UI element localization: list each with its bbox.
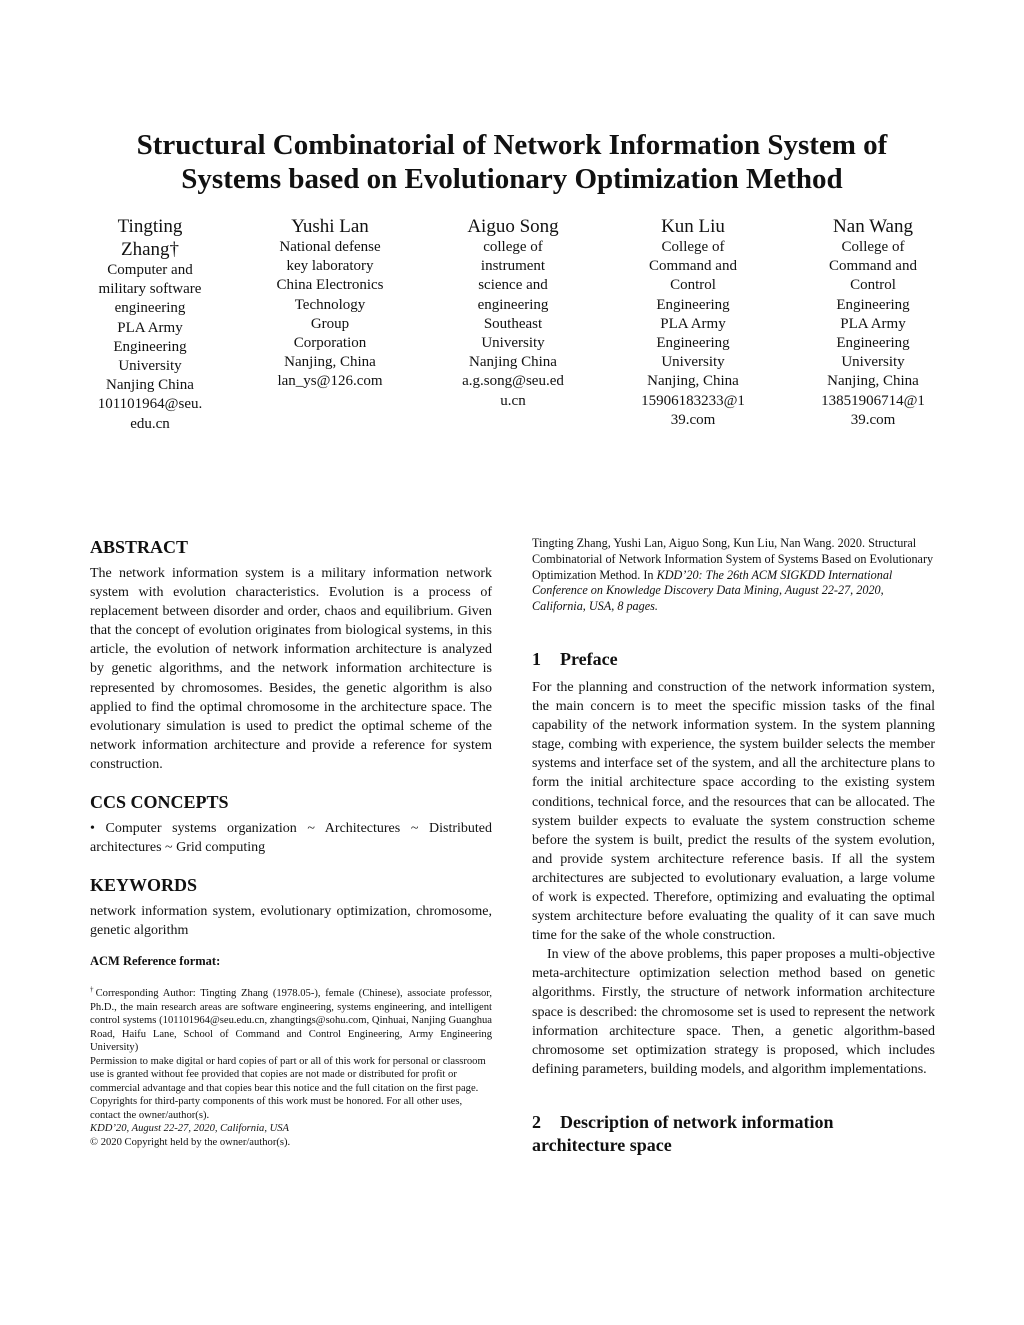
author-affiliation-line: Nanjing, China — [284, 354, 376, 371]
author-affiliation-line: Engineering — [656, 335, 730, 352]
author-affiliation-line: Group — [310, 315, 350, 332]
author-affiliation-line: Engineering — [656, 296, 730, 313]
author-affiliation-line: Engineering — [836, 335, 910, 352]
author-affiliation-line: Southeast — [483, 315, 543, 332]
title-line-1: Structural Combinatorial of Network Information System of — [136, 129, 888, 161]
author-affiliation-line: Command and — [649, 258, 737, 275]
author-email: 13851906714@1 — [821, 392, 925, 409]
author-name: Zhang† — [120, 239, 180, 260]
paper-title — [60, 128, 964, 196]
author-affiliation-line: College of — [661, 239, 725, 255]
section-title: Preface — [560, 648, 618, 669]
author-email: a.g.song@seu.ed — [462, 373, 564, 390]
author-block — [798, 215, 948, 430]
title-line-2: Systems based on Evolutionary Optimization Method — [181, 163, 843, 195]
author-affiliation-line: University — [841, 354, 905, 371]
author-email: edu.cn — [130, 415, 170, 432]
author-affiliation-line: PLA Army — [840, 315, 906, 332]
author-name: Yushi Lan — [291, 216, 369, 237]
author-affiliation-line: National defense — [279, 239, 381, 255]
keywords-heading: KEYWORDS — [90, 875, 198, 896]
preface-paragraph-1: For the planning and construction of the network information system, the main concern is to meet the specific mission tasks of the final capability of the network information system. In the system planning stage, combing with experience, the system builder selects the member systems and interface set of the system, and all the architecture plans to form the initial architecture space according to the existing system conditions, technical force, and the resources that can be allocated. The system builder expects to evaluate the system construction scheme before the system is built, predict the results of the system evolution, and provide system architecture reference basis. If all the system architectures are subjected to evolutionary evaluation, a large volume of work is expected. Therefore, optimizing and evaluating the optimal system architecture before evaluating the quality of it can save much time for the sake of the whole construction. — [532, 679, 935, 944]
section-2-heading — [532, 1111, 935, 1157]
author-block — [618, 215, 768, 430]
author-email: 15906183233@1 — [641, 392, 745, 409]
author-email: u.cn — [500, 392, 526, 409]
author-affiliation-line: University — [118, 358, 182, 375]
left-column — [90, 536, 492, 1149]
author-affiliation-line: military software — [98, 281, 202, 298]
author-affiliation-line: science and — [478, 277, 548, 294]
section-number: 2 — [532, 1111, 541, 1132]
author-affiliation-line: University — [661, 354, 725, 371]
ccs-text: • Computer systems organization ~ Architectures ~ Distributed architectures ~ Grid computing — [90, 821, 492, 856]
author-affiliation-line: College of — [841, 239, 905, 255]
author-affiliation-line: China Electronics — [276, 277, 384, 294]
author-email: 101101964@seu. — [97, 396, 203, 413]
author-affiliation-line: Control — [670, 277, 716, 294]
preface-paragraph-2: In view of the above problems, this paper proposes a multi-objective meta-architecture optimization selection method based on genetic algorithms. Firstly, the structure of network information architecture space is described: the chromosome set is used to represent the network information architecture space. Then, a genetic algorithm-based chromosome set optimization strategy is proposed, which includes defining parameters, building models, and algorithm implementations. — [532, 947, 935, 1077]
author-affiliation-line: PLA Army — [117, 319, 183, 336]
author-email: 39.com — [670, 411, 716, 428]
author-name: Kun Liu — [661, 216, 725, 237]
abstract-heading: ABSTRACT — [90, 537, 189, 557]
keywords-text: network information system, evolutionary optimization, chromosome, genetic algorithm — [90, 904, 492, 939]
author-affiliation-line: engineering — [114, 300, 186, 317]
author-affiliation-line: Corporation — [293, 335, 367, 352]
reference-plain: Tingting Zhang, Yushi Lan, Aiguo Song, Kun Liu, Nan Wang. 2020. Structural Combinatorial of Network Information System of Systems Based on Evolutionary Optimization Method. In — [532, 536, 934, 582]
author-name: Nan Wang — [833, 216, 913, 237]
author-block — [80, 215, 220, 434]
author-affiliation-line: Computer and — [107, 262, 193, 278]
author-affiliation-line: Technology — [294, 296, 366, 313]
author-affiliation-line: engineering — [477, 296, 549, 313]
section-number: 1 — [532, 648, 541, 669]
corresponding-author-text: Corresponding Author: Tingting Zhang (1978.05-), female (Chinese), associate professor, Ph.D., the main research areas are software engineering, systems engineering, and intelligent control systems (101101964@seu.edu.cn, zhangtings@sohu.com, Qinhuai, Nanjing Guanghua Road, Haifu Lane, School of Command and Control Engineering, Army Engineering University) — [90, 988, 492, 1054]
footnote-mark: † — [90, 985, 96, 994]
abstract-text: The network information system is a military information network system with evolution characteristics. Evolution is a process of replacement between disorder and order, chaos and equilibrium. Given that the concept of evolution originates from biological systems, in this article, the evolution of network information architecture is analyzed by genetic algorithms, and the network information architecture is represented by chromosomes. Besides, the genetic algorithm is also applied to find the optimal chromosome in the architecture space. The evolutionary simulation is used to predict the optimal scheme of the network information architecture and provide a reference for system construction. — [90, 566, 492, 772]
author-affiliation-line: Engineering — [113, 338, 187, 355]
permission-notice: Permission to make digital or hard copies of part or all of this work for personal or classroom use is granted without fee provided that copies are not made or distributed for profit or commercial advantage and that copies bear this notice and the full citation on the first page. Copyrights for third-party components of this work must be honored. For all other uses, contact the owner/author(s). — [90, 1055, 486, 1121]
author-affiliation-line: Nanjing, China — [647, 373, 739, 390]
section-1-heading — [532, 648, 935, 670]
section-title: Description of network information — [560, 1111, 834, 1132]
author-name: Tingting — [117, 216, 183, 237]
author-affiliation-line: Nanjing China — [469, 354, 557, 371]
author-affiliation-line: Nanjing China — [106, 377, 194, 394]
reference-venue: KDD’20: The 26th ACM SIGKDD International Conference on Knowledge Discovery Data Mining, August 22-27, 2020, California, USA, 8 pages. — [532, 567, 893, 614]
author-affiliation-line: PLA Army — [660, 315, 726, 332]
author-block — [438, 215, 588, 411]
author-email: 39.com — [850, 411, 896, 428]
acm-reference-text — [532, 536, 935, 615]
right-column — [532, 536, 935, 1163]
ccs-heading: CCS CONCEPTS — [90, 792, 229, 813]
section-title-cont: architecture space — [532, 1134, 672, 1155]
author-email: lan_ys@126.com — [277, 373, 383, 390]
author-affiliation-line: University — [481, 335, 545, 352]
author-affiliation-line: instrument — [480, 258, 546, 275]
acm-reference-label: ACM Reference format: — [90, 954, 221, 969]
author-affiliation-line: Nanjing, China — [827, 373, 919, 390]
author-affiliation-line: Control — [850, 277, 896, 294]
corresponding-author-footnote — [90, 987, 492, 1055]
author-affiliation-line: key laboratory — [286, 258, 374, 275]
venue-line: KDD’20, August 22-27, 2020, California, USA — [90, 1123, 290, 1135]
author-affiliation-line: college of — [483, 239, 543, 255]
author-name: Aiguo Song — [467, 216, 559, 237]
copyright-line: © 2020 Copyright held by the owner/author(s). — [90, 1136, 291, 1148]
author-affiliation-line: Command and — [829, 258, 917, 275]
author-affiliation-line: Engineering — [836, 296, 910, 313]
author-block — [255, 215, 405, 392]
